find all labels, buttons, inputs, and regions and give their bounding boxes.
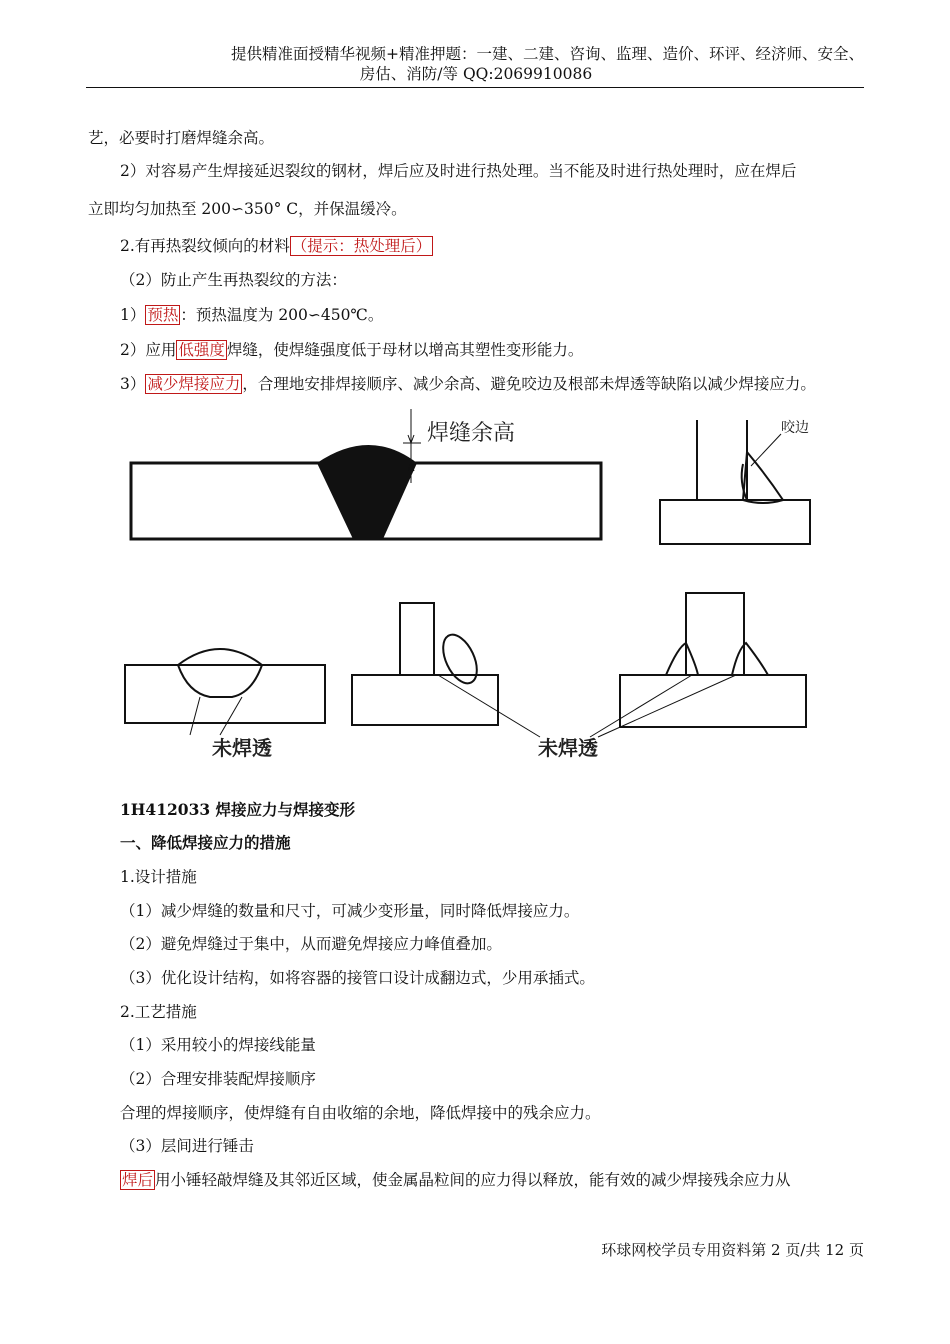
text-line: 1.设计措施 <box>120 868 197 886</box>
highlight-box: 减少焊接应力 <box>147 375 241 393</box>
text-line: （3）层间进行锤击 <box>120 1137 254 1155</box>
text-segment: 用小锤轻敲焊缝及其邻近区域，使金属晶粒间的应力得以释放，能有效的减少焊接残余应力从 <box>155 1171 791 1189</box>
header-line-2: 房估、消防/等 QQ:2069910086 <box>359 65 593 83</box>
header-line-1: 提供精准面授精华视频+精准押题：一建、二建、咨询、监理、造价、环评、经济师、安全、 <box>231 45 864 63</box>
incomplete-pen-label-2: 未焊透 <box>538 736 598 760</box>
text-line: （2）合理安排装配焊接顺序 <box>120 1070 316 1088</box>
text-segment: 3） <box>120 375 146 393</box>
text-segment: ：预热温度为 200∽450℃。 <box>180 306 384 324</box>
reinforcement-label: 焊缝余高 <box>427 421 516 446</box>
text-line: （2）防止产生再热裂纹的方法： <box>120 271 347 289</box>
page-footer: 环球网校学员专用资料第 2 页/共 12 页 <box>601 1241 864 1259</box>
highlight-box: 低强度 <box>178 341 225 359</box>
text-segment: 2）应用 <box>120 341 177 359</box>
text-segment: 2.有再热裂纹倾向的材料 <box>120 237 290 255</box>
highlight-box: 焊后 <box>122 1171 154 1189</box>
text-line: （2）避免焊缝过于集中，从而避免焊接应力峰值叠加。 <box>120 935 502 953</box>
section-subtitle: 一、降低焊接应力的措施 <box>120 833 291 852</box>
text-line: （3）优化设计结构，如将容器的接管口设计成翻边式，少用承插式。 <box>120 969 595 987</box>
highlight-box: （提示：热处理后） <box>291 237 432 255</box>
text-line: 2.工艺措施 <box>120 1003 197 1021</box>
header-rule <box>86 87 864 88</box>
text-line: 立即均匀加热至 200∽350° C，并保温缓冷。 <box>88 200 407 218</box>
text-line <box>120 236 433 256</box>
text-line <box>120 1170 791 1190</box>
text-segment: ，合理地安排焊接顺序、减少余高、避免咬边及根部未焊透等缺陷以减少焊接应力。 <box>242 375 816 393</box>
undercut-figure <box>655 412 815 547</box>
text-line <box>120 340 583 360</box>
text-segment: 1） <box>120 306 146 324</box>
incomplete-pen-label-1: 未焊透 <box>212 736 272 760</box>
section-title: 1H412033 焊接应力与焊接变形 <box>120 800 356 819</box>
text-line: （1）减少焊缝的数量和尺寸，可减少变形量，同时降低焊接应力。 <box>120 902 580 920</box>
undercut-label: 咬边 <box>781 420 809 436</box>
text-line: 合理的焊接顺序，使焊缝有自由收缩的余地，降低焊接中的残余应力。 <box>120 1104 601 1122</box>
text-line: （1）采用较小的焊接线能量 <box>120 1036 316 1054</box>
text-line <box>120 305 383 325</box>
text-line: 艺，必要时打磨焊缝余高。 <box>88 129 275 147</box>
highlight-box: 预热 <box>147 306 179 324</box>
text-line <box>120 374 816 394</box>
incomplete-penetration-figure <box>120 585 820 765</box>
weld-reinforcement-figure <box>125 405 605 545</box>
text-segment: 焊缝，使焊缝强度低于母材以增高其塑性变形能力。 <box>226 341 584 359</box>
text-line: 2）对容易产生焊接延迟裂纹的钢材，焊后应及时进行热处理。当不能及时进行热处理时，应在焊后 <box>120 162 797 180</box>
